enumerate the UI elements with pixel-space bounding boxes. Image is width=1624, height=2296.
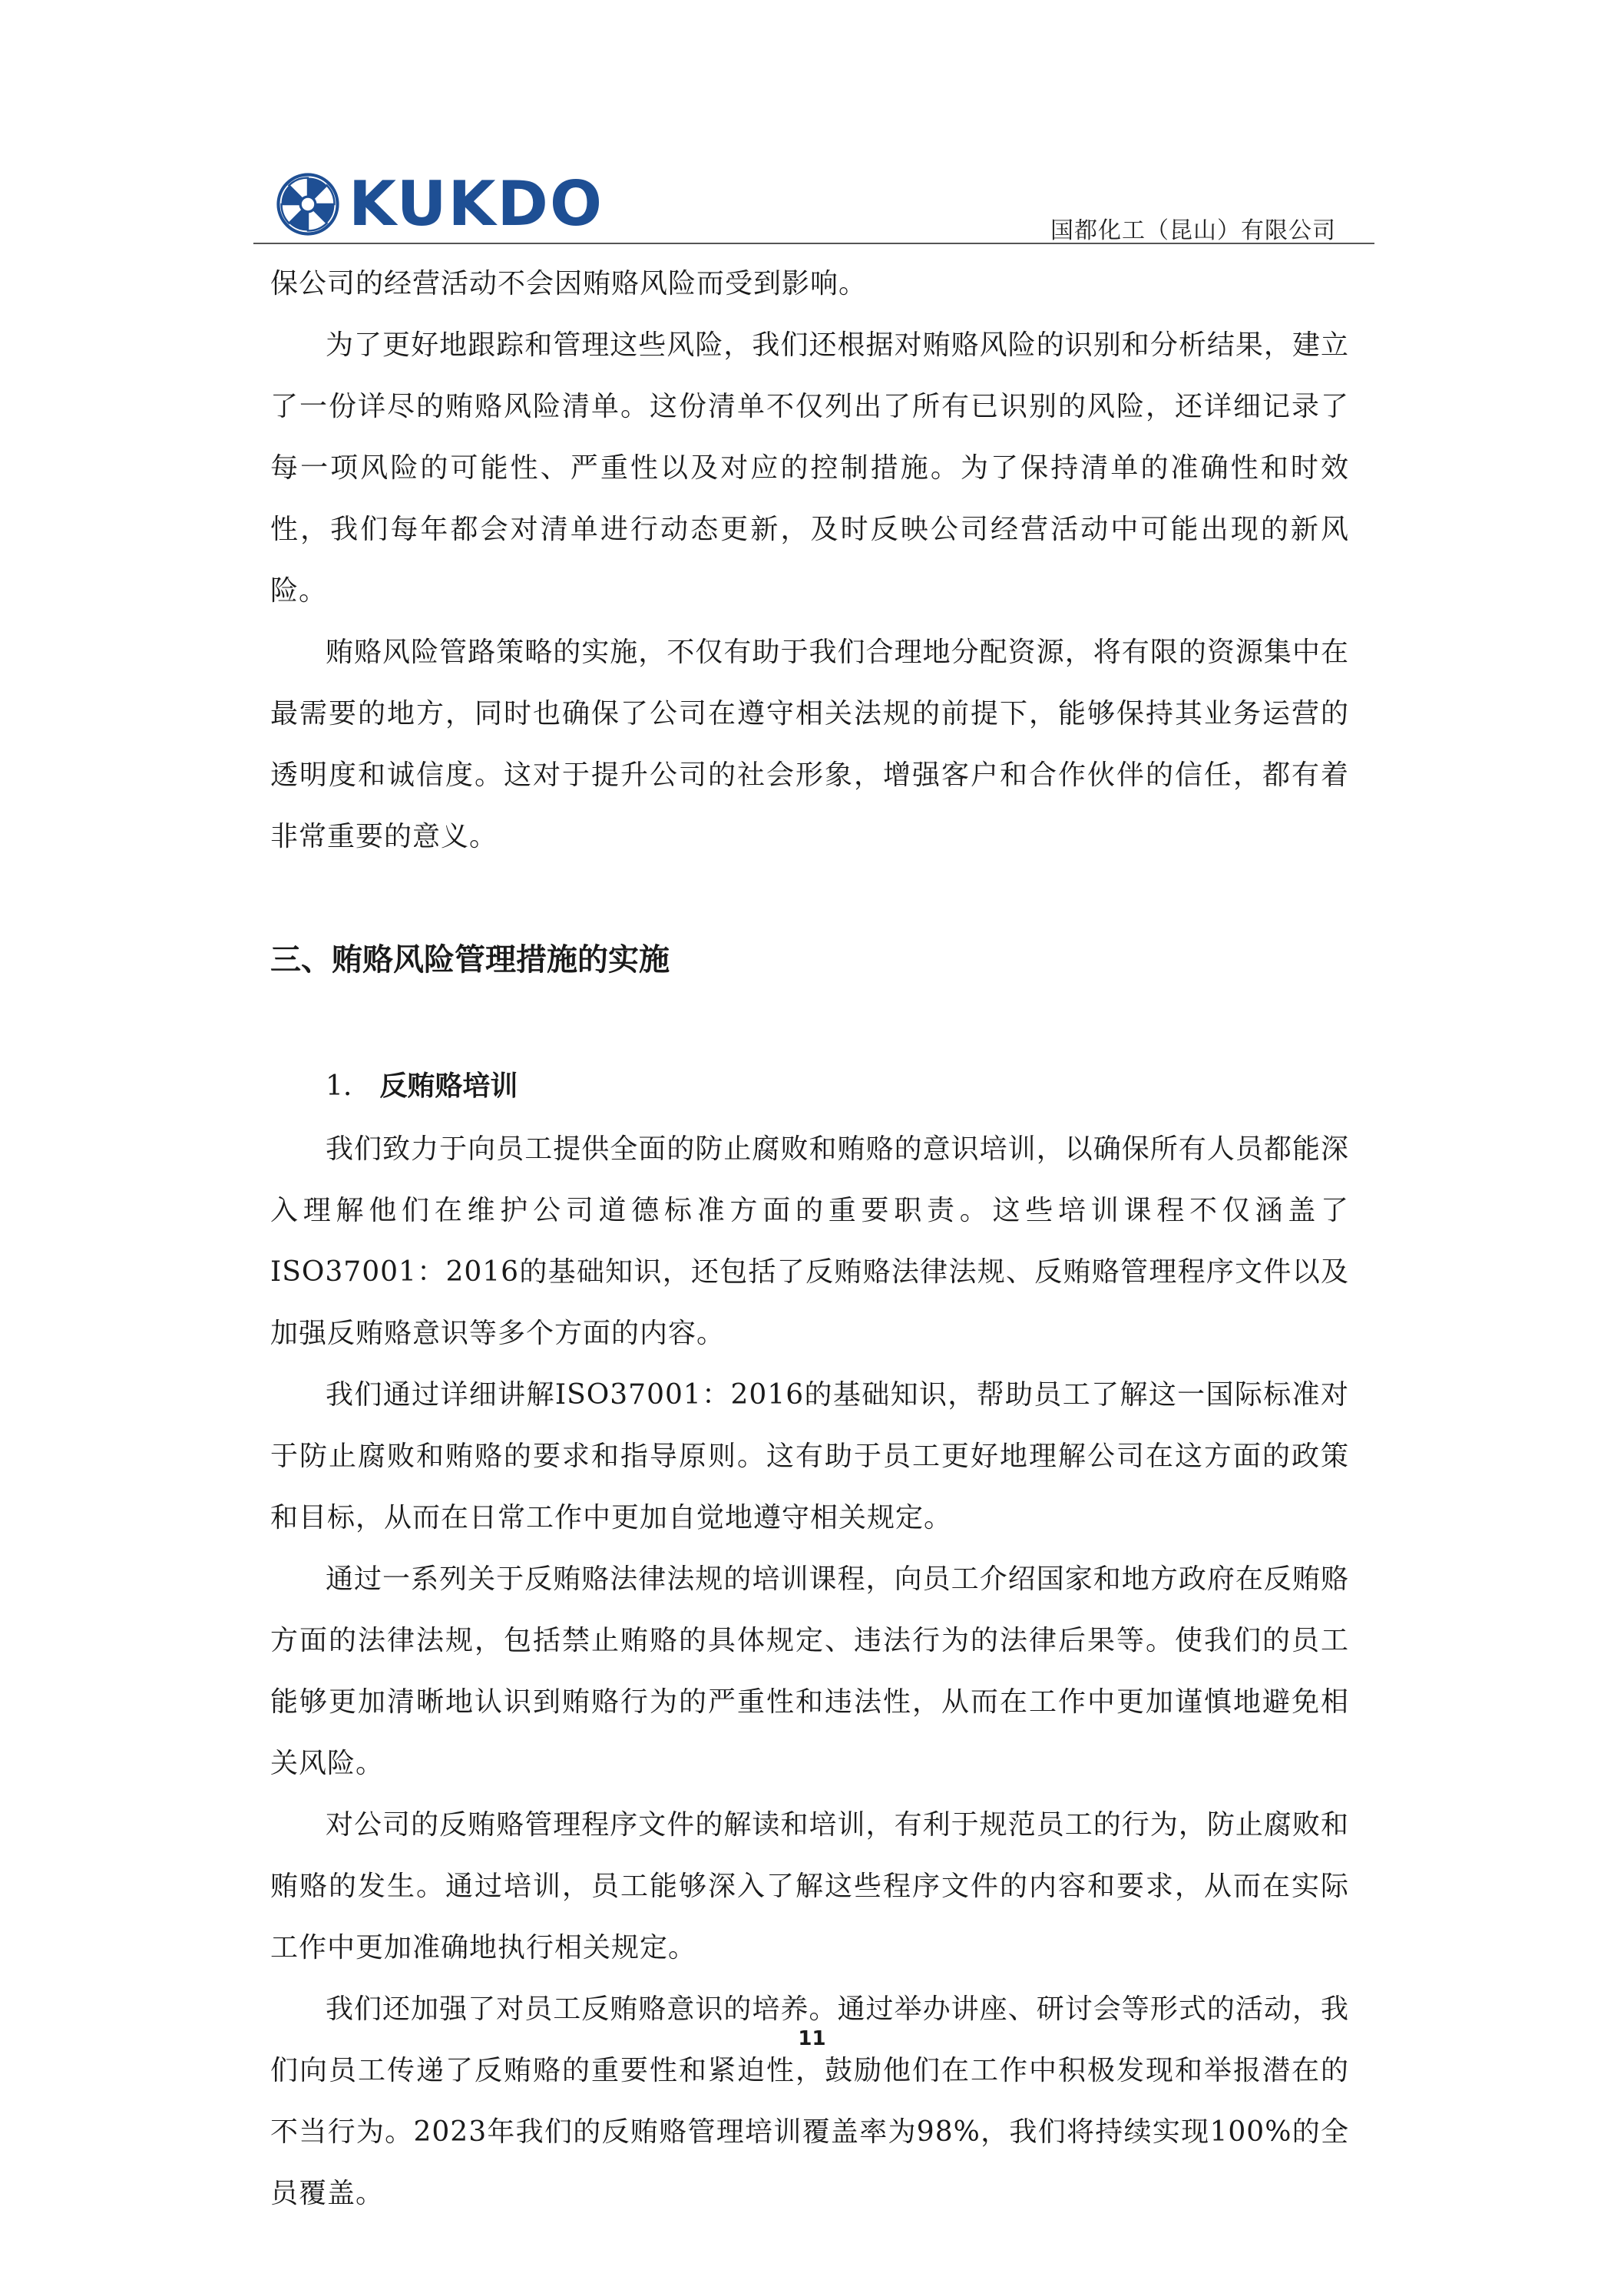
logo-wordmark: KUKDO — [349, 168, 604, 240]
paragraph: 贿赂风险管路策略的实施，不仅有助于我们合理地分配资源，将有限的资源集中在最需要的地方，同时也确保了公司在遵守相关法规的前提下，能够保持其业务运营的透明度和诚信度。这对于提升公司的社会形象，增强客户和合作伙伴的信任，都有着非常重要的意义。 — [270, 637, 1349, 852]
paragraph: 通过一系列关于反贿赂法律法规的培训课程，向员工介绍国家和地方政府在反贿赂方面的法律法规，包括禁止贿赂的具体规定、违法行为的法律后果等。使我们的员工能够更加清晰地认识到贿赂行为的严重性和违法性，从而在工作中更加谨慎地避免相关风险。 — [270, 1563, 1349, 1779]
document-body — [270, 253, 1349, 2225]
page-number: 11 — [798, 2027, 826, 2050]
subsection-heading — [326, 1064, 1349, 1110]
header-divider — [253, 243, 1374, 244]
company-logo — [276, 168, 604, 240]
paragraph-continued: 保公司的经营活动不会因贿赂风险而受到影响。 — [270, 268, 868, 299]
subsection-title: 反贿赂培训 — [379, 1070, 518, 1102]
section-heading: 三、贿赂风险管理措施的实施 — [270, 942, 670, 978]
paragraph: 我们致力于向员工提供全面的防止腐败和贿赂的意识培训，以确保所有人员都能深入理解他们在维护公司道德标准方面的重要职责。这些培训课程不仅涵盖了ISO37001：2016的基础知识，还包括了反贿赂法律法规、反贿赂管理程序文件以及加强反贿赂意识等多个方面的内容。 — [270, 1133, 1349, 1349]
paragraph: 为了更好地跟踪和管理这些风险，我们还根据对贿赂风险的识别和分析结果，建立了一份详尽的贿赂风险清单。这份清单不仅列出了所有已识别的风险，还详细记录了每一项风险的可能性、严重性以及对应的控制措施。为了保持清单的准确性和时效性，我们每年都会对清单进行动态更新，及时反映公司经营活动中可能出现的新风险。 — [270, 329, 1349, 607]
paragraph: 我们通过详细讲解ISO37001：2016的基础知识，帮助员工了解这一国际标准对于防止腐败和贿赂的要求和指导原则。这有助于员工更好地理解公司在这方面的政策和目标，从而在日常工作中更加自觉地遵守相关规定。 — [270, 1379, 1349, 1533]
paragraph: 我们还加强了对员工反贿赂意识的培养。通过举办讲座、研讨会等形式的活动，我们向员工传递了反贿赂的重要性和紧迫性，鼓励他们在工作中积极发现和举报潜在的不当行为。2023年我们的反贿赂管理培训覆盖率为98%，我们将持续实现100%的全员覆盖。 — [270, 1993, 1349, 2209]
kukdo-emblem-icon — [276, 173, 339, 236]
company-name: 国都化工（昆山）有限公司 — [1050, 217, 1336, 244]
paragraph: 对公司的反贿赂管理程序文件的解读和培训，有利于规范员工的行为，防止腐败和贿赂的发生。通过培训，员工能够深入了解这些程序文件的内容和要求，从而在实际工作中更加准确地执行相关规定。 — [270, 1809, 1349, 1964]
subsection-number: 1. — [326, 1070, 352, 1102]
page-header — [253, 165, 1367, 246]
